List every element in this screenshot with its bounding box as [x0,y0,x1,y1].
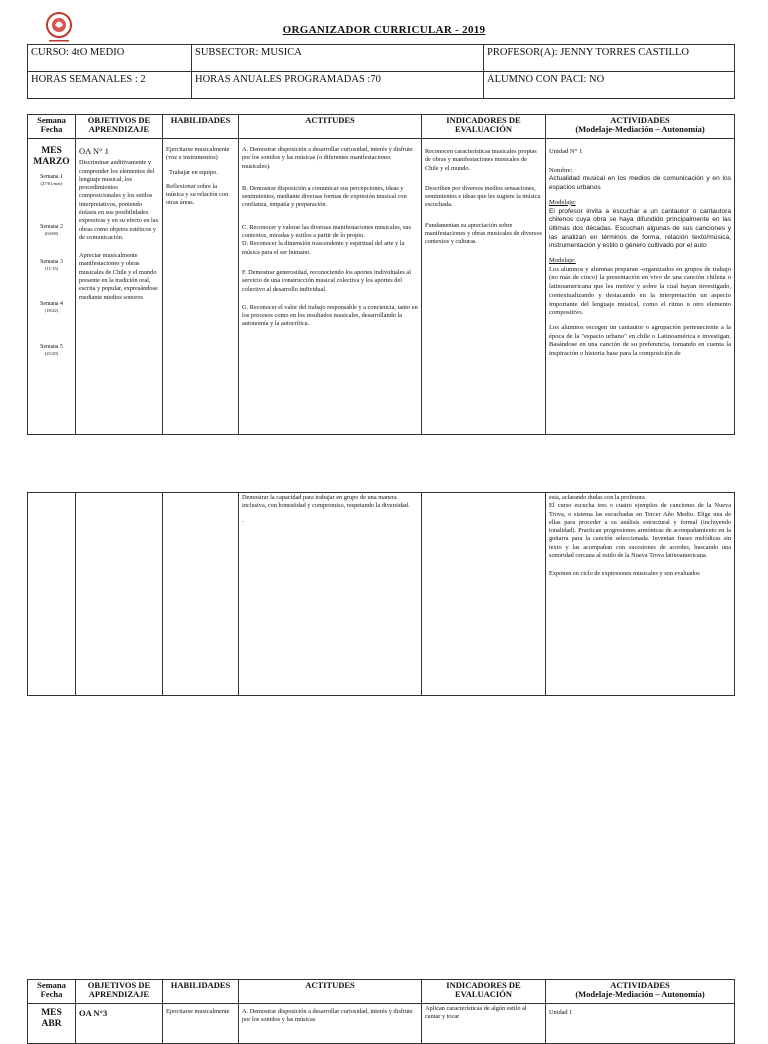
actitud-f: F. Demostrar generosidad, reconociendo los aportes individuales al servicio de una construcción musical colectiva y los aportes del colectivo al desarrollo individual. [242,268,411,293]
header-indicadores-3: INDICADORES DE EVALUACIÓN [422,980,546,1004]
indicadores-cell [422,139,546,435]
habilidad-3-1: Ejercitarse musicalmente [166,1008,230,1015]
actividad-cont-1: esta, aclarando dudas con la profesora [549,494,645,501]
horas-semanales-cell: HORAS SEMANALES : 2 [28,72,192,99]
habilidad-2: Trabajar en equipo. [169,168,218,176]
actitud-3-a: A. Demostrar disposición a desarrollar curiosidad, interés y disfrute por los sonidos y las músicas [242,1008,413,1024]
unidad-label-3: Unidad 1 [549,1009,573,1016]
habilidad-3: Reflexionar sobre la música y su relación con otras áreas. [166,182,229,207]
actitud-b: B. Demostrar disposición a comunicar sus percepciones, ideas y sentimientos, mediante diversas formas de expresión musical con confianza, empatía y preparación. [242,184,407,209]
indicadores-cell-2 [422,493,546,696]
header-actividades-3 [546,980,735,1004]
semana-5: Semana 5 (25/29) [40,343,63,356]
actitud-dot: . [242,516,244,524]
actitud-d: D. Reconocer la dimensión trascendente y espiritual del arte y la música para el ser humano. [242,240,405,256]
objetivos-cell-2 [76,493,163,696]
modelaje-label: Modelaje: [549,198,576,206]
actividad-cont-3: Exponen en ciclo de expresiones musicales y son evaluados [549,570,700,578]
header-actitudes: ACTITUDES [239,115,422,139]
actitud-trabajo-grupo: Demostrar la capacidad para trabajar en grupo de una manera inclusiva, con honestidad y compromiso, respetando la diversidad. [242,494,410,510]
curriculum-table-1 [27,114,735,435]
oa-text-1: Discriminar auditivamente y comprender los elementos del lenguaje musical, los procedimientos composicionales y los estilos interpretativos, poniendo énfasis en sus posibilidades expresivas y en su efecto en las obras como objetos estéticos y de comunicación. [79,159,159,241]
oa-title: OA N° 1 [79,146,109,156]
indicador-1: Reconocen características musicales propias de obras y manifestaciones musicales de Chile y el mundo. [425,148,537,172]
semana-1: Semana 1 (27/01/mar) [40,173,63,186]
header-semana-3: Semana Fecha [28,980,76,1004]
oa-title-3: OA N°3 [79,1008,108,1018]
header-actividades-label: ACTIVIDADES [610,115,670,125]
profesor-cell: PROFESOR(A): JENNY TORRES CASTILLO [484,45,735,72]
semana-2: Semana 2 (04/08) [40,224,63,237]
semana-cell [28,139,76,435]
objetivos-cell [76,139,163,435]
header-actividades-sub-3: (Modelaje-Mediación – Autonomía) [575,988,705,999]
header-actividades-label-3: ACTIVIDADES [610,980,670,990]
habilidades-cell [163,139,239,435]
mes-label-3: MES ABR [41,1008,62,1029]
indicador-3: Fundamentan su apreciación sobre manifestaciones y obras musicales de diversos contextos y culturas. [425,221,542,246]
actividades-cell-2 [546,493,735,696]
actividades-cell [546,139,735,435]
unidad-label: Unidad N° 1 [549,148,583,155]
actitud-c: C. Reconocer y valorar las diversas manifestaciones musicales, sus contextos, miradas y estilos a partir de lo propio. [242,223,411,240]
header-indicadores: INDICADORES DE EVALUACIÓN [422,115,546,139]
actitud-g: G. Reconocer el valor del trabajo responsable y a conciencia, tanto en los procesos como en los resultados musicales, desarrollando la autonomía y la autocrítica. [242,303,418,328]
header-objetivos-3: OBJETIVOS DE APRENDIZAJE [76,980,163,1004]
semana-cell-2 [28,493,76,696]
semana-4: Semana 4 (18/22) [40,301,63,314]
indicador-3-1: Aplican características de algún estilo al cantar y tocar [425,1005,527,1021]
mediacion-label: Modelaje: [549,257,576,265]
header-actitudes-3: ACTITUDES [239,980,422,1004]
header-actividades-sub: (Modelaje-Mediación – Autonomía) [575,123,705,134]
mediacion-text: Los alumnos y alumnas preparan -organizados en grupos de trabajo (no más de cinco) la presentación en vivo de una canción chilena o latinoamericana que les motive y sobre la cual hayan investigado, contextualizando y destacando en la interpretación un aspecto importante del lenguaje musical, como el ritmo u otro elemento compositivo. [549,265,731,317]
oa-text-2: Apreciar musicalmente manifestaciones y obras musicales de Chile y el mundo presente en la tradición oral, escrita y popular, expresándose mediante medios sonoros [79,252,158,301]
mes-label: MES MARZO [33,146,70,167]
curriculum-table-3 [27,979,735,1044]
autonomia-text: Los alumnos escogen un cantautor o agrupación perteneciente a la época de la "espacio urbano" en chile o Latinoamérica e investigan. Basándose en una canción de su preferencia, tomando en cuenta la inspiración o historia base para la composición de [549,323,731,358]
actitudes-cell-2 [239,493,422,696]
actitudes-cell [239,139,422,435]
indicador-2: Describen por diversos medios sensaciones, sentimientos e ideas que les sugiere la música escuchada. [425,184,541,209]
semana-3: Semana 3 (11/15) [40,258,63,271]
header-semana: Semana Fecha [28,115,76,139]
actitud-a: A. Demostrar disposición a desarrollar curiosidad, interés y disfrute por los sonidos y las músicas (o diferentes manifestaciones musicales). [242,146,413,170]
curso-cell: CURSO: 4tO MEDIO [28,45,192,72]
actividad-cont-2: El curso escucha tres o cuatro ejemplos de canciones de la Nueva Trova, o sistema las escuchadas en Tercer Año Medio. Elige una de ellas para proceder a su análisis estructural y formal (incluyendo tonalidad). Practican progresiones armónicas de acompañamiento en la guitarra para la canción seleccionada. Inventan frases melódicas sin texto y las acompañan con sucesiones de acordes, buscando una sonoridad cercana al estilo de la Nueva Trova latinoamericana. [549,502,731,560]
alumno-paci-cell: ALUMNO CON PACI: NO [484,72,735,99]
subsector-cell: SUBSECTOR: MUSICA [192,45,484,72]
header-habilidades-3: HABILIDADES [163,980,239,1004]
header-objetivos: OBJETIVOS DE APRENDIZAJE [76,115,163,139]
habilidad-1: Ejercitarse musicalmente (voz e instrumentos) [166,146,230,162]
habilidades-cell-2 [163,493,239,696]
header-actividades [546,115,735,139]
nombre-text: Actualidad musical en los medios de comunicación y en los espacios urbanos [549,175,731,192]
info-table [27,44,735,99]
nombre-label: Nombre: [549,166,573,174]
modelaje-text: El profesor invita a escuchar a un cantautor o cantautora chilenos cuya obra se haya difundido principalmente en las últimas dos décadas. Escuchan algunas de sus canciones y las analizan en términos de forma, relación texto/música, instrumentación y estilo o género cultivado por el auto [549,207,731,250]
header-habilidades: HABILIDADES [163,115,239,139]
document-title: ORGANIZADOR CURRICULAR - 2019 [282,24,486,36]
horas-anuales-cell: HORAS ANUALES PROGRAMADAS :70 [192,72,484,99]
curriculum-table-2 [27,492,735,696]
